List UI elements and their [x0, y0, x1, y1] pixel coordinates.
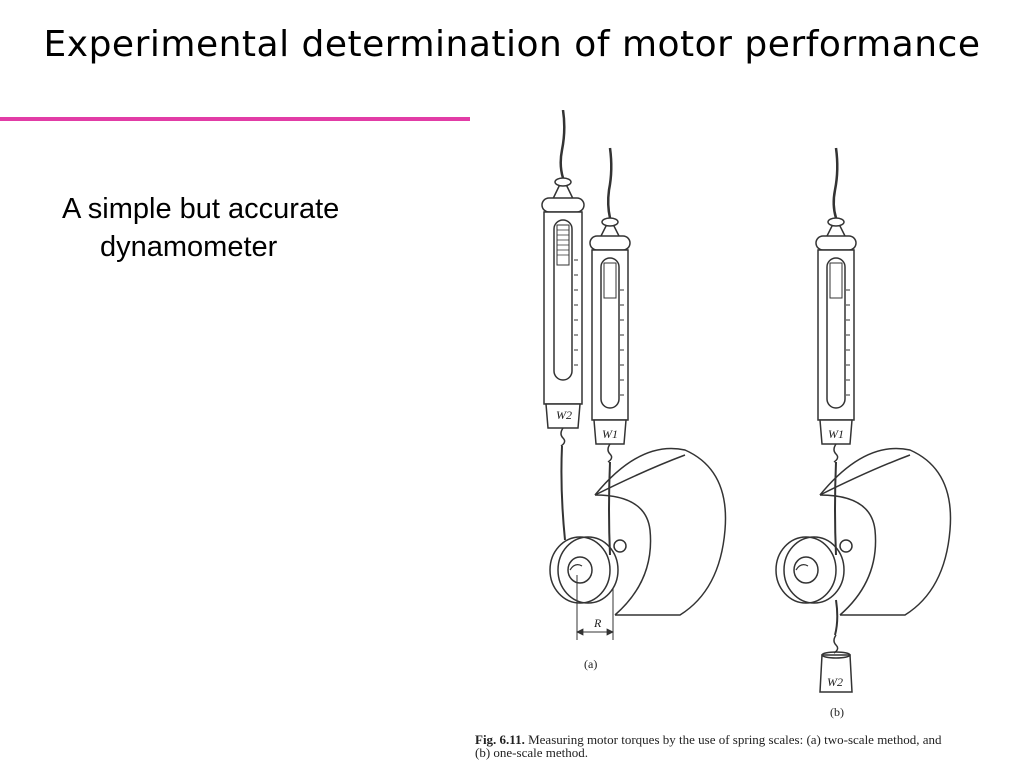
label-w2-scale: W2: [556, 408, 572, 422]
dynamometer-figure: [470, 110, 1024, 730]
label-w1-scale-b: W1: [828, 427, 844, 441]
label-radius: R: [594, 616, 602, 630]
rope-right: [608, 148, 611, 218]
setup-a: [542, 110, 726, 640]
label-w2-weight: W2: [827, 675, 843, 689]
rope-w1-down: [609, 462, 610, 555]
spring-scale-w1-b: [816, 218, 856, 462]
setup-b: [776, 148, 951, 692]
rope-b: [834, 148, 838, 218]
sublabel-a: (a): [584, 657, 598, 671]
sublabel-b: (b): [830, 705, 844, 719]
motor-a: [550, 448, 726, 615]
bullet-item: [62, 190, 339, 266]
caption-line-1: Measuring motor torques by the use of spring scales: (a) two-scale method, and: [528, 732, 942, 747]
caption-label: Fig. 6.11.: [475, 732, 525, 747]
label-w1-scale-a: W1: [602, 427, 618, 441]
slide-title: Experimental determination of motor performance: [43, 24, 981, 65]
figure-caption: [475, 733, 1024, 759]
spring-scale-w1-a: [590, 218, 630, 462]
rope-left: [561, 110, 565, 178]
bullet-line-1: A simple but accurate: [62, 193, 340, 225]
rope-w2-down: [561, 446, 565, 540]
caption-line-2: (b) one-scale method.: [475, 745, 588, 760]
spring-scale-w2: [542, 178, 584, 446]
accent-rule: [0, 117, 470, 121]
motor-b: [776, 448, 951, 615]
bullet-line-2: dynamometer: [100, 231, 278, 263]
